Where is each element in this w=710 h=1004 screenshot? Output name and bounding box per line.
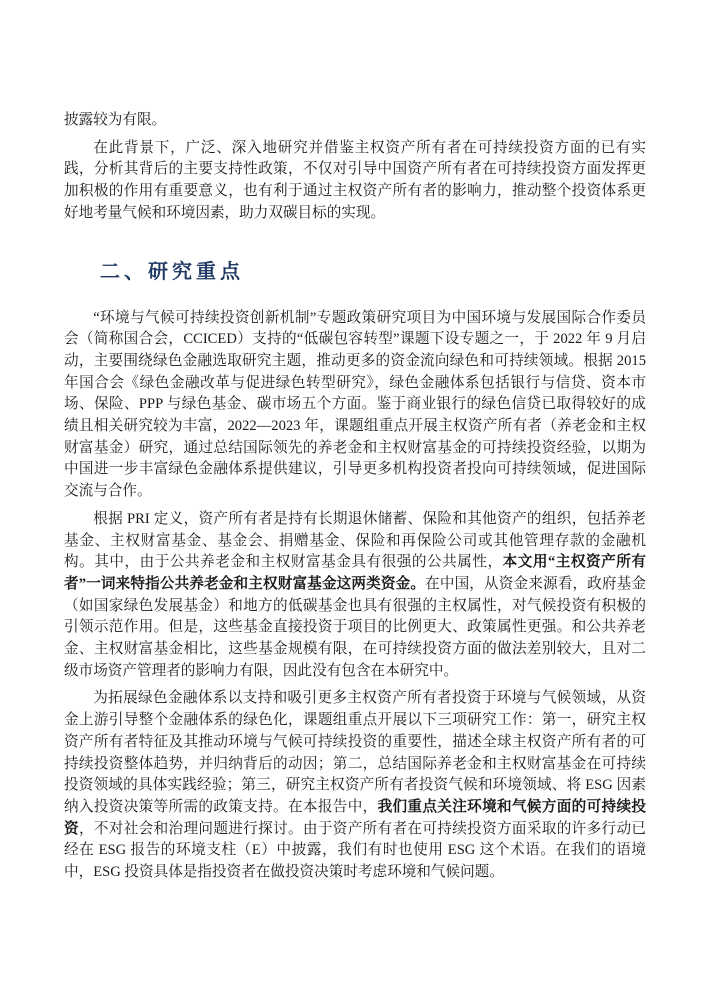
paragraph-text: 根据 PRI 定义，资产所有者是持有长期退休储蓄、保险和其他资产的组织，包括养老基金、主权财富基金、基金会、捐赠基金、保险和再保险公司或其他管理存款的金融机构。其中，由于公共养老金和主权财富基金具有很强的公共属性， (64, 510, 646, 571)
paragraph-text: 为拓展绿色金融体系以支持和吸引更多主权资产所有者投资于环境与气候领域，从资金上游引导整个金融体系的绿色化，课题组重点开展以下三项研究工作：第一，研究主权资产所有者特征及其推动环境与气候可持续投资的重要性，描述全球主权资产所有者的可持续投资整体趋势，并归纳背后的动因；第二，总结国际养老金和主权财富基金在可持续投资领域的具体实践经验；第三，研究主权资产所有者投资气候和环境领域、将 ESG 因素纳入投资决策等所需的政策支持。在本报告中， (64, 690, 646, 815)
paragraph-text: 在中国，从资金来源看，政府基金（如国家绿色发展基金）和地方的低碳基金也具有很强的主权属性，对气候投资有积极的引领示范作用。但是，这些基金直接投资于项目的比例更大、政策属性更强。和公共养老金、主权财富基金相比，这些基金规模有限，在可持续投资方面的做法差别较大，且对二级市场资产管理者的影响力有限，因此没有包含在本研究中。 (64, 575, 646, 679)
paragraph-bold-emphasis: 我们重点关注环境和气候方面的可持续投资 (64, 798, 646, 837)
paragraph-bold-emphasis: 本文用“主权资产所有者”一词来特指公共养老金和主权财富基金这两类资金。 (64, 554, 646, 592)
paragraph-pri-definition (64, 509, 646, 683)
paragraph-text: 在此背景下，广泛、深入地研究并借鉴主权资产所有者在可持续投资方面的已有实践，分析其背后的主要支持性政策，不仅对引导中国资产所有者在可持续投资方面发挥更加积极的作用有重要意义，也有利于通过主权资产所有者的影响力，推动整个投资体系更好地考量气候和环境因素，助力双碳目标的实现。 (64, 139, 646, 221)
paragraph-disclosure-continuation (64, 110, 646, 132)
paragraph-background-context (64, 138, 646, 225)
paragraph-text: ，不对社会和治理问题进行探讨。由于资产所有者在可持续投资方面采取的许多行动已经在 ESG 报告的环境支柱（E）中披露，我们有时也使用 ESG 这个术语。在我们的语境中，ESG 投资具体是指投资者在做投资决策时考虑环境和气候问题。 (64, 820, 646, 881)
paragraph-text: “环境与气候可持续投资创新机制”专题政策研究项目为中国环境与发展国际合作委员会（简称国合会，CCICED）支持的“低碳包容转型”课题下设专题之一，于 2022 年 9 月启动，主要围绕绿色金融选取研究主题，推动更多的资金流向绿色和可持续领域。根据 2015 年国合会《绿色金融改革与促进绿色转型研究》，绿色金融体系包括银行与信贷、资本市场、保险、PPP 与绿色基金、碳市场五个方面。鉴于商业银行的绿色信贷已取得较好的成绩且相关研究较为丰富，2022—2023 年，课题组重点开展主权资产所有者（养老金和主权财富基金）研究，通过总结国际领先的养老金和主权财富基金的可持续投资经验，以期为中国进一步丰富绿色金融体系提供建议，引导更多机构投资者投向可持续领域，促进国际交流与合作。 (64, 309, 646, 500)
paragraph-three-research-tasks (64, 688, 646, 883)
paragraph-project-introduction (64, 308, 646, 503)
paragraph-text: 披露较为有限。 (64, 112, 167, 128)
section-heading-research-focus: 二、研究重点 (100, 260, 244, 283)
